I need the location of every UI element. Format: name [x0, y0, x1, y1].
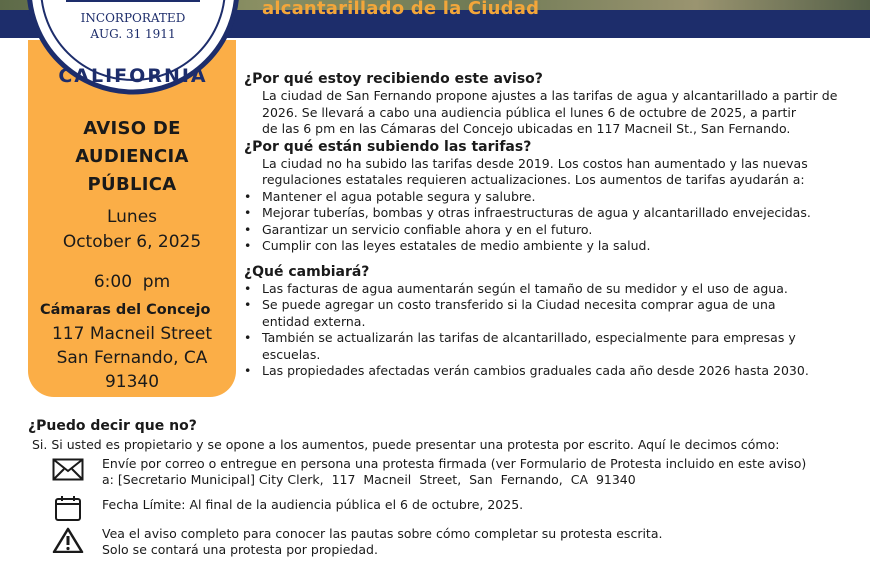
step-line: Envíe por correo o entregue en persona una protesta firmada (ver Formulario de Protesta incluido en este aviso): [102, 456, 807, 471]
section-heading: ¿Puedo decir que no?: [28, 418, 197, 434]
section-heading: ¿Por qué estoy recibiendo este aviso?: [244, 71, 543, 87]
section-heading: ¿Por qué están subiendo las tarifas?: [244, 138, 532, 155]
seal-incorporated: INCORPORATED: [80, 11, 186, 25]
city-seal-logo: [26, 0, 240, 98]
hearing-full-date: October 6, 2025: [62, 232, 202, 252]
paragraph-line: de las 6 pm en las Cámaras del Concejo ubicadas en 117 Macneil St., San Fernando.: [262, 121, 791, 136]
calendar-icon: [52, 495, 84, 521]
paragraph-line: La ciudad no ha subido las tarifas desde 2019. Los costos han aumentado y las nuevas: [262, 155, 808, 171]
hearing-time: 6:00 pm: [93, 272, 171, 292]
seal-state: CALIFORNIA: [58, 65, 208, 87]
hearing-date: [28, 205, 236, 255]
step-line: Fecha Límite: Al final de la audiencia pública el 6 de octubre, 2025.: [102, 497, 524, 512]
notice-title-line: PÚBLICA: [87, 174, 177, 195]
list-item: • Garantizar un servicio confiable ahora y en el futuro.: [244, 222, 864, 239]
hearing-day: Lunes: [106, 207, 158, 227]
address-line: 117 Macneil Street: [51, 324, 213, 344]
step-line: a: [Secretario Municipal] City Clerk, 117 Macneil Street, San Fernando, CA 91340: [102, 472, 636, 487]
list-item: • Cumplir con las leyes estatales de medio ambiente y la salud.: [244, 238, 864, 255]
protest-step: [28, 523, 863, 561]
notice-title-line: AVISO DE: [83, 118, 181, 139]
hearing-place-title: Cámaras del Concejo: [40, 302, 211, 318]
hearing-address: [28, 322, 236, 394]
list-item: • Se puede agregar un costo transferido si la Ciudad necesita comprar agua de una entidad externa.: [244, 297, 822, 330]
paragraph-line: La ciudad de San Fernando propone ajustes a las tarifas de agua y alcantarillado a partir de: [262, 88, 838, 103]
seal-date: AUG. 31 1911: [90, 27, 176, 41]
protest-step-text: [102, 456, 862, 488]
protest-step: [28, 453, 863, 491]
protest-intro: Si. Si usted es propietario y se opone a los aumentos, puede presentar una protesta por escrito. Aquí le decimos cómo:: [32, 437, 780, 452]
changes-list: [244, 281, 864, 380]
address-line: San Fernando, CA: [56, 348, 208, 368]
address-line: 91340: [104, 372, 160, 392]
section-heading: ¿Qué cambiará?: [244, 263, 370, 280]
protest-step: [28, 491, 863, 523]
list-item: • Mejorar tuberías, bombas y otras infraestructuras de agua y alcantarillado envejecidas.: [244, 205, 864, 222]
list-item: • Mantener el agua potable segura y salubre.: [244, 189, 864, 206]
list-item: • Las propiedades afectadas verán cambios graduales cada año desde 2026 hasta 2030.: [244, 363, 864, 380]
protest-step-text: [102, 526, 862, 558]
protest-section: [28, 418, 863, 561]
list-item: • También se actualizarán las tarifas de alcantarillado, especialmente para empresas y escuelas.: [244, 330, 842, 363]
paragraph-line: 2026. Se llevará a cabo una audiencia pública el lunes 6 de octubre de 2025, a partir: [262, 104, 797, 120]
step-line: Solo se contará una protesta por propiedad.: [102, 542, 378, 557]
notice-title: [28, 115, 236, 199]
warning-icon: [52, 527, 84, 553]
protest-step-text: [102, 497, 862, 513]
banner-title: alcantarillado de la Ciudad: [262, 0, 540, 19]
benefits-list: [244, 189, 864, 255]
step-line: Vea el aviso completo para conocer las pautas sobre cómo completar su protesta escrita.: [102, 526, 663, 541]
main-content: [244, 70, 864, 380]
paragraph-line: regulaciones estatales requieren actualizaciones. Los aumentos de tarifas ayudarán a:: [262, 172, 805, 187]
list-item: • Las facturas de agua aumentarán según el tamaño de su medidor y el uso de agua.: [244, 281, 864, 298]
envelope-icon: [52, 457, 84, 483]
notice-title-line: AUDIENCIA: [75, 146, 189, 167]
